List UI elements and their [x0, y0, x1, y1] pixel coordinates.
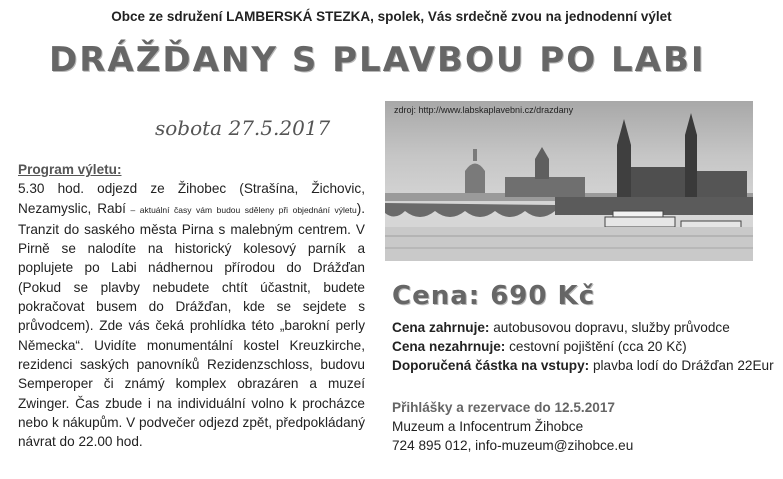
recommended-amount-row — [392, 356, 777, 375]
contact-phone-email: 724 895 012, info-muzeum@zihobce.eu — [392, 438, 634, 453]
registration-heading: Přihlášky a rezervace do 12.5.2017 — [392, 400, 615, 415]
contact-organization: Muzeum a Infocentrum Žihobce — [392, 419, 584, 434]
price-included-value: autobusovou dopravu, služby průvodce — [489, 320, 730, 335]
program-text-part2: ). Tranzit do saského města Pirna s malebným centrem. V Pirně se nalodíte na historický kolesový parník a poplujete po Labi nádhernou přírodou do Drážďan (Pokud se plavby nebudete chtít účastnit, budete pokračovat busem do Drážďan, kde se sejdete s průvodcem). Zde vás čeká prohlídka této „barokní perly Německa“. Uvidíte monumentální kostel Kreuzkirche, rezidenci saských panovníků Rezidenzschloss, budovu Semperoper či známý komplex obrazáren a muzeí Zwinger. Čas zbude i na individuální volno k procházce nebo k nákupům. V podvečer odjezd zpět, předpokládaný návrat do 22.00 hod. — [18, 200, 365, 450]
recommended-amount-label: Doporučená částka na vstupy: — [392, 358, 590, 373]
price-included-label: Cena zahrnuje: — [392, 320, 490, 335]
page-title: DRÁŽĎANY S PLAVBOU PO LABI — [49, 40, 706, 80]
program-time-note: – aktuální časy vám budou sděleny při objednání výletu — [125, 204, 357, 215]
recommended-amount-value: plavba lodí do Drážďan 22Eur — [589, 358, 774, 373]
photo-source: zdroj: http://www.labskaplavebni.cz/drazdany — [394, 105, 574, 115]
dresden-skyline-illustration — [385, 101, 753, 261]
price-excluded-label: Cena nezahrnuje: — [392, 339, 506, 354]
trip-date: sobota 27.5.2017 — [155, 116, 331, 140]
intro-line: Obce ze sdružení LAMBERSKÁ STEZKA, spolek, Vás srdečně zvou na jednodenní výlet — [111, 9, 672, 24]
program-heading: Program výletu: — [18, 162, 122, 177]
program-text-part1: 5.30 hod. odjezd ze Žihobec (Strašína, Žichovic, Nezamyslic, Rabí — [18, 181, 365, 216]
dresden-photo — [385, 101, 753, 261]
price-details — [392, 318, 777, 375]
price-excluded-value: cestovní pojištění (cca 20 Kč) — [505, 339, 687, 354]
price-excluded-row — [392, 337, 777, 356]
price-heading: Cena: 690 Kč — [392, 281, 596, 311]
program-section — [18, 160, 365, 451]
contact-section — [392, 398, 777, 455]
price-included-row — [392, 318, 777, 337]
program-text — [18, 179, 365, 451]
